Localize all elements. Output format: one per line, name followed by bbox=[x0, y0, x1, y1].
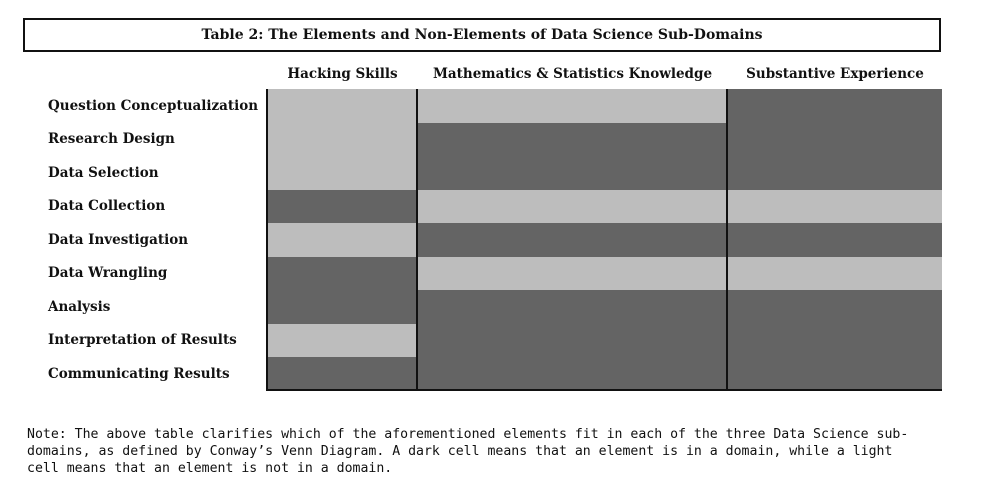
column-header-2: Mathematics & Statistics Knowledge bbox=[432, 66, 713, 82]
column-header-3: Substantive Experience bbox=[746, 66, 924, 82]
table-cell-dark bbox=[728, 89, 942, 123]
row-label: Research Design bbox=[48, 131, 175, 148]
table-cell-dark bbox=[418, 156, 727, 190]
table-cell-dark bbox=[418, 357, 727, 391]
row-label: Data Collection bbox=[48, 198, 166, 215]
table-cell-dark bbox=[728, 290, 942, 324]
table-bottom-rule bbox=[267, 389, 942, 391]
row-label: Question Conceptualization bbox=[48, 97, 259, 114]
table-cell-dark bbox=[268, 257, 417, 291]
table-cell-light bbox=[268, 223, 417, 257]
row-label: Data Selection bbox=[48, 164, 159, 181]
column-divider-right bbox=[726, 89, 728, 391]
table-cell-light bbox=[728, 190, 942, 224]
row-label: Data Wrangling bbox=[48, 265, 168, 282]
table-cell-light bbox=[268, 156, 417, 190]
row-label: Communicating Results bbox=[48, 365, 230, 382]
table-cell-dark bbox=[418, 223, 727, 257]
row-label: Data Investigation bbox=[48, 231, 189, 248]
table-cell-light bbox=[268, 324, 417, 358]
table-caption bbox=[23, 18, 941, 52]
note-line-1: Note: The above table clarifies which of the aforementioned elements fit in each of the three Data Science sub- bbox=[27, 427, 909, 442]
column-divider-middle bbox=[416, 89, 418, 391]
row-label: Interpretation of Results bbox=[48, 332, 237, 349]
column-divider-left bbox=[266, 89, 268, 391]
note-line-3: cell means that an element is not in a domain. bbox=[27, 461, 393, 476]
table-cell-dark bbox=[268, 290, 417, 324]
table-cell-dark bbox=[728, 123, 942, 157]
table-cell-dark bbox=[728, 324, 942, 358]
table-cell-dark bbox=[728, 357, 942, 391]
table-cell-dark bbox=[728, 156, 942, 190]
table-cell-dark bbox=[418, 123, 727, 157]
table-cell-light bbox=[418, 190, 727, 224]
table-cell-dark bbox=[268, 190, 417, 224]
table-cell-light bbox=[728, 257, 942, 291]
table-note bbox=[27, 426, 982, 477]
row-label: Analysis bbox=[48, 298, 111, 315]
table-cell-light bbox=[418, 257, 727, 291]
table-cell-dark bbox=[728, 223, 942, 257]
note-line-2: domains, as defined by Conway’s Venn Diagram. A dark cell means that an element is in a domain, while a light bbox=[27, 444, 893, 459]
table-cell-light bbox=[268, 123, 417, 157]
table-cell-dark bbox=[268, 357, 417, 391]
table-cell-dark bbox=[418, 324, 727, 358]
table-caption-text: Table 2: The Elements and Non-Elements of Data Science Sub-Domains bbox=[201, 27, 763, 43]
column-header-1: Hacking Skills bbox=[287, 66, 398, 82]
table-cell-light bbox=[268, 89, 417, 123]
table-cell-light bbox=[418, 89, 727, 123]
table-cell-dark bbox=[418, 290, 727, 324]
